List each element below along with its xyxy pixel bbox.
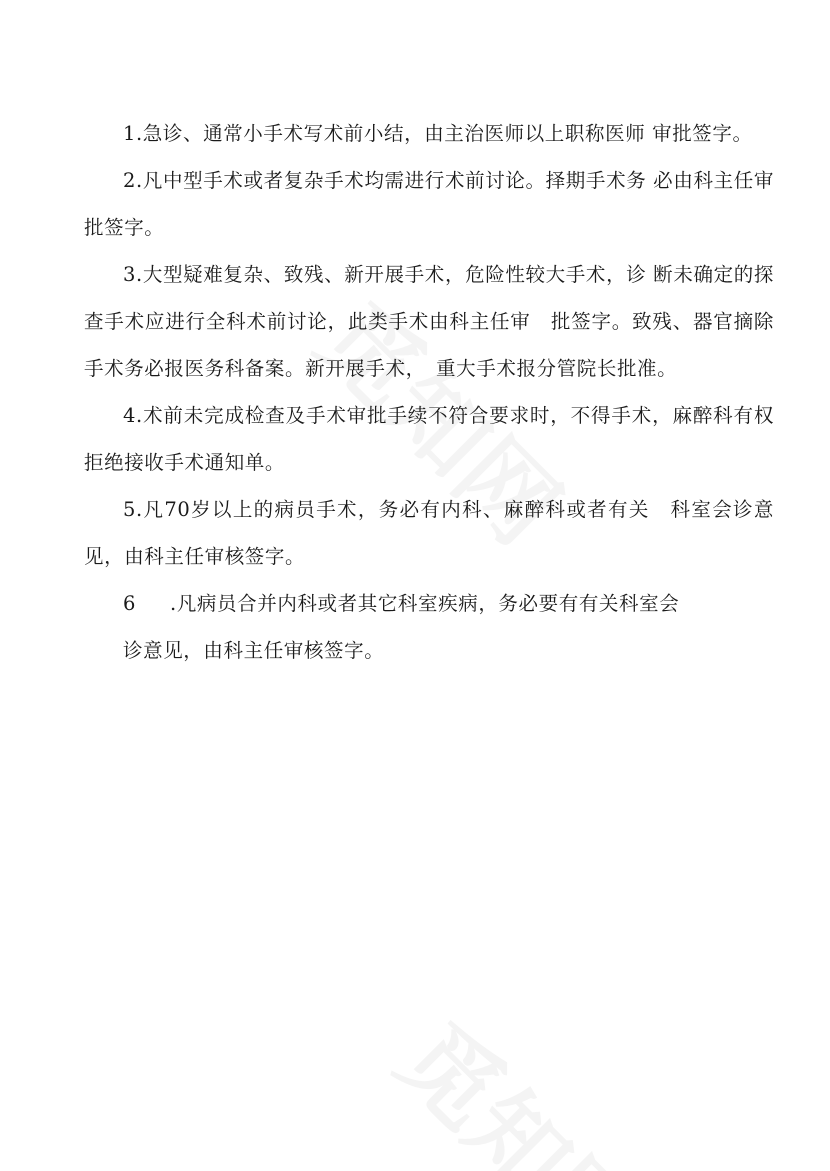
paragraph-6-line1: .凡病员合并内科或者其它科室疾病，务必要有有关科室会 <box>170 592 680 615</box>
paragraph-6 <box>84 580 774 674</box>
paragraph-2: 2.凡中型手术或者复杂手术均需进行术前讨论。择期手术务 必由科主任审批签字。 <box>84 169 774 239</box>
paragraph-1: 1.急诊、通常小手术写术前小结，由主治医师以上职称医师 审批签字。 <box>123 122 753 145</box>
paragraph-3: 3.大型疑难复杂、致残、新开展手术，危险性较大手术，诊 断未确定的探查手术应进行全科术前讨论，此类手术由科主任审 批签字。致残、器官摘除手术务必报医务科备案。新开展手术， 重大手术报分管院长批准。 <box>84 263 774 380</box>
paragraph-6-line2: 诊意见，由科主任审核签字。 <box>123 639 385 662</box>
paragraph-5: 5.凡70岁以上的病员手术，务必有内科、麻醉科或者有关 科室会诊意见，由科主任审核签字。 <box>84 498 774 568</box>
paragraph-4: 4.术前未完成检查及手术审批手续不符合要求时，不得手术，麻醉科有权拒绝接收手术通知单。 <box>84 404 774 474</box>
watermark <box>374 988 675 1171</box>
document-body <box>84 110 774 674</box>
paragraph-6-number: 6 <box>123 592 137 615</box>
